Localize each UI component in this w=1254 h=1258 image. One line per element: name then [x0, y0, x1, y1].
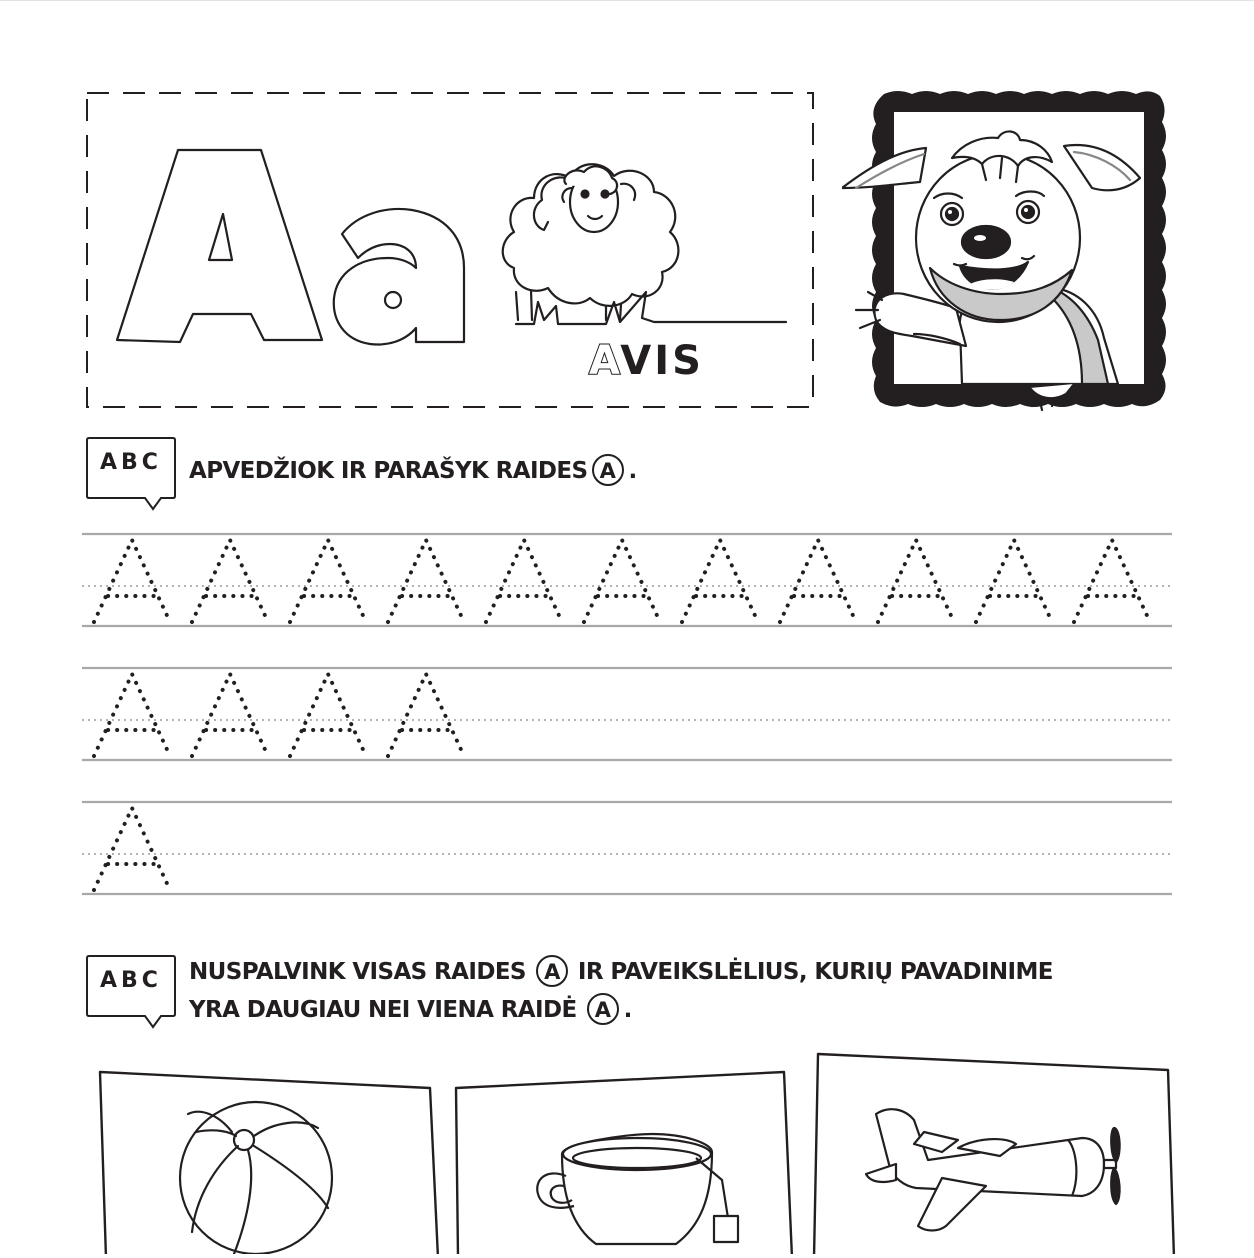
dotted-letter-a[interactable]	[94, 540, 170, 622]
mascot-dog	[842, 88, 1178, 438]
task2-line1-rest: IR PAVEIKSLĖLIUS, KURIŲ PAVADINIME	[577, 959, 1053, 985]
task2-line2-period: .	[623, 997, 632, 1023]
picture-card-airplane	[814, 1054, 1174, 1254]
picture-card-teacup	[456, 1072, 792, 1254]
task2-line2	[189, 991, 1053, 1029]
dotted-letter-a[interactable]	[878, 540, 954, 622]
abc-badge-label: ABC	[100, 968, 162, 993]
picture-cards	[96, 1048, 1176, 1254]
dotted-letter-a[interactable]	[486, 540, 562, 622]
abc-badge-task2	[85, 954, 177, 1028]
example-word	[589, 338, 717, 384]
circled-letter: A	[536, 955, 568, 987]
circled-letter: A	[587, 993, 619, 1025]
tracing-area	[82, 530, 1172, 900]
dotted-letter-a[interactable]	[94, 808, 170, 890]
dog-mascot-icon	[842, 88, 1178, 438]
abc-badge-task1	[85, 436, 177, 510]
task2-instruction	[189, 953, 1053, 1029]
dotted-letter-a[interactable]	[388, 674, 464, 756]
task1-period: .	[628, 458, 637, 484]
uppercase-a-outline	[117, 150, 322, 342]
sheep-icon	[503, 164, 786, 324]
dotted-letter-a[interactable]	[290, 674, 366, 756]
dotted-letter-a[interactable]	[780, 540, 856, 622]
ball-icon	[180, 1102, 332, 1254]
dotted-letter-a[interactable]	[290, 540, 366, 622]
dotted-letter-a[interactable]	[976, 540, 1052, 622]
dotted-letter-a[interactable]	[682, 540, 758, 622]
circled-letter: A	[592, 454, 624, 486]
dotted-letter-a[interactable]	[584, 540, 660, 622]
task1-instruction	[189, 452, 637, 490]
task1-text: APVEDŽIOK IR PARAŠYK RAIDES	[189, 458, 588, 484]
picture-card-ball	[100, 1072, 438, 1254]
task2-line1	[189, 953, 1053, 991]
dotted-letter-a[interactable]	[192, 540, 268, 622]
abc-badge-label: ABC	[100, 450, 162, 475]
letter-card	[86, 92, 814, 408]
task2-line2-text: YRA DAUGIAU NEI VIENA RAIDĖ	[189, 997, 577, 1023]
page-edge	[0, 0, 1254, 1]
dotted-letter-a[interactable]	[388, 540, 464, 622]
tracing-lines	[82, 530, 1172, 900]
example-word-rest: VIS	[620, 338, 704, 384]
example-word-first-letter: A	[589, 338, 621, 384]
dotted-letter-a[interactable]	[192, 674, 268, 756]
dotted-letter-a[interactable]	[94, 674, 170, 756]
dotted-letter-a[interactable]	[1074, 540, 1150, 622]
lowercase-a-outline	[334, 209, 464, 344]
task2-line1-text: NUSPALVINK VISAS RAIDES	[189, 959, 526, 985]
